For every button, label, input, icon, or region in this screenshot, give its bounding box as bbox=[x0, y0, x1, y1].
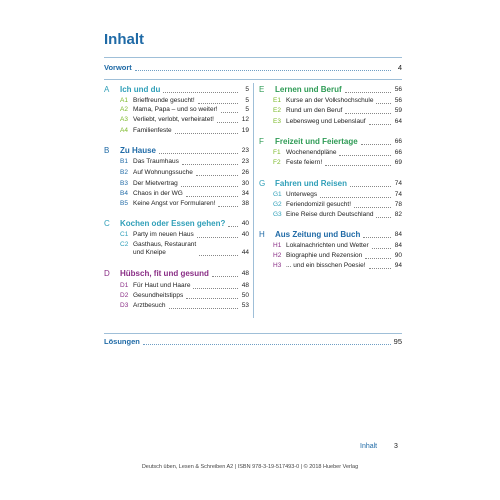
toc-entry[interactable] bbox=[120, 282, 249, 290]
toc-entry[interactable] bbox=[273, 211, 402, 219]
entry-page: 50 bbox=[241, 292, 249, 299]
entry-page: 94 bbox=[394, 262, 402, 269]
toc-entry[interactable] bbox=[273, 262, 402, 270]
chapter-page: 56 bbox=[394, 86, 402, 93]
entry-title: Verliebt, verlobt, verheiratet! bbox=[133, 116, 214, 123]
toc-entry[interactable] bbox=[273, 159, 402, 167]
leader-dots bbox=[228, 226, 238, 227]
entry-code: E2 bbox=[273, 107, 281, 114]
leader-dots bbox=[198, 103, 238, 104]
entry-page: 59 bbox=[394, 107, 402, 114]
entry-page: 74 bbox=[394, 191, 402, 198]
toc-entry-vorwort[interactable] bbox=[104, 64, 402, 72]
leader-dots bbox=[182, 164, 238, 165]
leader-dots bbox=[175, 133, 238, 134]
entry-title: Für Haut und Haare bbox=[133, 282, 191, 289]
leader-dots bbox=[339, 155, 391, 156]
toc-entry[interactable] bbox=[120, 158, 249, 166]
entry-tail bbox=[196, 249, 249, 257]
leader-dots bbox=[169, 308, 238, 309]
entry-title: Gesundheitstipps bbox=[133, 292, 184, 299]
vorwort-rule bbox=[104, 79, 402, 80]
chapter-page: 48 bbox=[241, 270, 249, 277]
leader-dots bbox=[212, 276, 238, 277]
entry-title: Mama, Papa – und so weiter! bbox=[133, 106, 218, 113]
toc-entry[interactable] bbox=[120, 302, 249, 310]
toc-entry[interactable] bbox=[120, 180, 249, 188]
chapter-e[interactable] bbox=[259, 86, 402, 94]
entry-page: 12 bbox=[241, 116, 249, 123]
entry-code: C2 bbox=[120, 241, 129, 248]
chapter-title: Aus Zeitung und Buch bbox=[275, 230, 361, 239]
entry-page: 69 bbox=[394, 159, 402, 166]
entry-code: H2 bbox=[273, 252, 282, 259]
loesungen-label: Lösungen bbox=[104, 337, 140, 346]
entry-code: F1 bbox=[273, 149, 281, 156]
chapter-letter: F bbox=[259, 137, 264, 146]
entry-page: 84 bbox=[394, 242, 402, 249]
entry-code: A2 bbox=[120, 106, 128, 113]
entry-code: B4 bbox=[120, 190, 128, 197]
entry-title: Der Mietvertrag bbox=[133, 180, 178, 187]
entry-code: D3 bbox=[120, 302, 129, 309]
toc-entry[interactable] bbox=[120, 169, 249, 177]
chapter-page: 23 bbox=[241, 147, 249, 154]
entry-title: Auf Wohnungssuche bbox=[133, 169, 193, 176]
toc-entry[interactable] bbox=[120, 241, 249, 257]
entry-code: E3 bbox=[273, 118, 281, 125]
chapter-d[interactable] bbox=[104, 270, 249, 278]
entry-code: B2 bbox=[120, 169, 128, 176]
entry-code: G1 bbox=[273, 191, 282, 198]
leader-dots bbox=[218, 206, 238, 207]
leader-dots bbox=[376, 217, 391, 218]
column-divider bbox=[253, 83, 254, 318]
chapter-title: Lernen und Beruf bbox=[275, 85, 342, 94]
leader-dots bbox=[372, 248, 391, 249]
chapter-page: 74 bbox=[394, 180, 402, 187]
chapter-c[interactable] bbox=[104, 220, 249, 228]
entry-title: Kurse an der Volkshochschule bbox=[286, 97, 374, 104]
leader-dots bbox=[376, 103, 391, 104]
entry-title: Unterwegs bbox=[286, 191, 318, 198]
leader-dots bbox=[159, 153, 238, 154]
chapter-title: Kochen oder Essen gehen? bbox=[120, 219, 226, 228]
toc-entry[interactable] bbox=[273, 252, 402, 260]
leader-dots bbox=[217, 122, 238, 123]
chapter-title: Freizeit und Feiertage bbox=[275, 137, 358, 146]
entry-page: 38 bbox=[241, 200, 249, 207]
leader-dots bbox=[186, 196, 238, 197]
entry-page: 34 bbox=[241, 190, 249, 197]
chapter-letter: A bbox=[104, 85, 110, 94]
entry-title: Das Traumhaus bbox=[133, 158, 179, 165]
entry-page: 66 bbox=[394, 149, 402, 156]
entry-code: B1 bbox=[120, 158, 128, 165]
entry-code: D2 bbox=[120, 292, 129, 299]
entry-title-box bbox=[133, 241, 196, 257]
entry-code: H1 bbox=[273, 242, 282, 249]
toc-entry[interactable] bbox=[120, 116, 249, 124]
leader-dots bbox=[350, 186, 391, 187]
leader-dots bbox=[345, 113, 391, 114]
entry-page: 44 bbox=[241, 249, 249, 256]
entry-title: Feriendomizil gesucht! bbox=[286, 201, 352, 208]
chapter-a[interactable] bbox=[104, 86, 249, 94]
toc-entry[interactable] bbox=[273, 149, 402, 157]
leader-dots bbox=[354, 207, 391, 208]
chapter-page: 5 bbox=[245, 86, 249, 93]
leader-dots bbox=[221, 112, 238, 113]
leader-dots bbox=[325, 165, 391, 166]
leader-dots bbox=[363, 237, 391, 238]
leader-dots bbox=[320, 197, 391, 198]
bottom-rule bbox=[104, 333, 402, 334]
leader-dots bbox=[369, 268, 392, 269]
vorwort-page: 4 bbox=[397, 63, 402, 72]
entry-code: D1 bbox=[120, 282, 129, 289]
entry-title: Lokalnachrichten und Wetter bbox=[286, 242, 369, 249]
chapter-title: Ich und du bbox=[120, 85, 161, 94]
toc-entry[interactable] bbox=[273, 201, 402, 209]
leader-dots bbox=[197, 237, 238, 238]
page-title: Inhalt bbox=[104, 31, 144, 48]
chapter-letter: D bbox=[104, 269, 110, 278]
footer-credit: Deutsch üben, Lesen & Schreiben A2 | ISBN 978-3-19-517493-0 | © 2018 Hueber Verlag bbox=[141, 464, 359, 470]
toc-entry[interactable] bbox=[273, 191, 402, 199]
entry-title: Lebensweg und Lebenslauf bbox=[286, 118, 366, 125]
toc-entry-loesungen[interactable] bbox=[104, 338, 402, 346]
leader-dots bbox=[181, 186, 238, 187]
chapter-h[interactable] bbox=[259, 231, 402, 239]
entry-page: 19 bbox=[241, 127, 249, 134]
entry-page: 5 bbox=[245, 97, 249, 104]
chapter-letter: B bbox=[104, 146, 110, 155]
entry-code: H3 bbox=[273, 262, 282, 269]
toc-entry[interactable] bbox=[273, 118, 402, 126]
entry-title: Familienfeste bbox=[133, 127, 172, 134]
chapter-f[interactable] bbox=[259, 138, 402, 146]
vorwort-label: Vorwort bbox=[104, 63, 132, 72]
entry-title: Arztbesuch bbox=[133, 302, 166, 309]
entry-code: G3 bbox=[273, 211, 282, 218]
entry-page: 26 bbox=[241, 169, 249, 176]
loesungen-page: 95 bbox=[393, 337, 402, 346]
entry-page: 48 bbox=[241, 282, 249, 289]
chapter-title: Hübsch, fit und gesund bbox=[120, 269, 209, 278]
toc-entry[interactable] bbox=[273, 242, 402, 250]
entry-code: G2 bbox=[273, 201, 282, 208]
chapter-letter: C bbox=[104, 219, 110, 228]
entry-code: B3 bbox=[120, 180, 128, 187]
toc-entry[interactable] bbox=[120, 200, 249, 208]
entry-code: A3 bbox=[120, 116, 128, 123]
chapter-letter: E bbox=[259, 85, 265, 94]
chapter-title: Zu Hause bbox=[120, 146, 157, 155]
entry-page: 5 bbox=[245, 106, 249, 113]
toc-entry[interactable] bbox=[120, 97, 249, 105]
footer-section-label: Inhalt bbox=[360, 443, 378, 450]
leader-dots bbox=[186, 298, 238, 299]
chapter-letter: H bbox=[259, 230, 265, 239]
entry-title: Gasthaus, Restaurant bbox=[133, 241, 197, 248]
chapter-page: 84 bbox=[394, 231, 402, 238]
toc-entry[interactable] bbox=[120, 127, 249, 135]
leader-dots bbox=[193, 288, 238, 289]
entry-page: 40 bbox=[241, 231, 249, 238]
chapter-letter: G bbox=[259, 179, 266, 188]
leader-dots bbox=[196, 175, 238, 176]
entry-title: Rund um den Beruf bbox=[286, 107, 343, 114]
entry-page: 82 bbox=[394, 211, 402, 218]
chapter-g[interactable] bbox=[259, 180, 402, 188]
chapter-b[interactable] bbox=[104, 147, 249, 155]
entry-title: Eine Reise durch Deutschland bbox=[286, 211, 374, 218]
leader-dots bbox=[369, 124, 391, 125]
entry-page: 64 bbox=[394, 118, 402, 125]
entry-page: 56 bbox=[394, 97, 402, 104]
toc-entry[interactable] bbox=[120, 190, 249, 198]
chapter-page: 66 bbox=[394, 138, 402, 145]
toc-entry[interactable] bbox=[120, 231, 249, 239]
entry-title-continued: und Kneipe bbox=[133, 249, 166, 256]
entry-code: C1 bbox=[120, 231, 129, 238]
toc-entry[interactable] bbox=[273, 97, 402, 105]
entry-code: A1 bbox=[120, 97, 128, 104]
footer-page-number: 3 bbox=[394, 443, 398, 450]
leader-dots bbox=[365, 258, 391, 259]
toc-entry[interactable] bbox=[273, 107, 402, 115]
entry-code: E1 bbox=[273, 97, 281, 104]
leader-dots bbox=[163, 92, 238, 93]
entry-page: 30 bbox=[241, 180, 249, 187]
entry-title: Chaos in der WG bbox=[133, 190, 183, 197]
top-rule bbox=[104, 57, 402, 58]
entry-title: Party im neuen Haus bbox=[133, 231, 194, 238]
chapter-page: 40 bbox=[241, 220, 249, 227]
entry-page: 90 bbox=[394, 252, 402, 259]
entry-title: Biographie und Rezension bbox=[286, 252, 363, 259]
leader-dots bbox=[135, 70, 391, 71]
leader-dots bbox=[345, 92, 391, 93]
entry-title: Keine Angst vor Formularen! bbox=[133, 200, 216, 207]
leader-dots bbox=[143, 344, 391, 345]
entry-title: Wochenendpläne bbox=[286, 149, 337, 156]
entry-title: Feste feiern! bbox=[286, 159, 323, 166]
leader-dots bbox=[199, 255, 238, 256]
toc-entry[interactable] bbox=[120, 106, 249, 114]
chapter-title: Fahren und Reisen bbox=[275, 179, 348, 188]
toc-entry[interactable] bbox=[120, 292, 249, 300]
leader-dots bbox=[361, 144, 391, 145]
entry-page: 78 bbox=[394, 201, 402, 208]
entry-code: B5 bbox=[120, 200, 128, 207]
entry-title: ... und ein bisschen Poesie! bbox=[286, 262, 366, 269]
entry-code: F2 bbox=[273, 159, 281, 166]
entry-code: A4 bbox=[120, 127, 128, 134]
entry-page: 23 bbox=[241, 158, 249, 165]
entry-title: Brieffreunde gesucht! bbox=[133, 97, 195, 104]
entry-page: 53 bbox=[241, 302, 249, 309]
